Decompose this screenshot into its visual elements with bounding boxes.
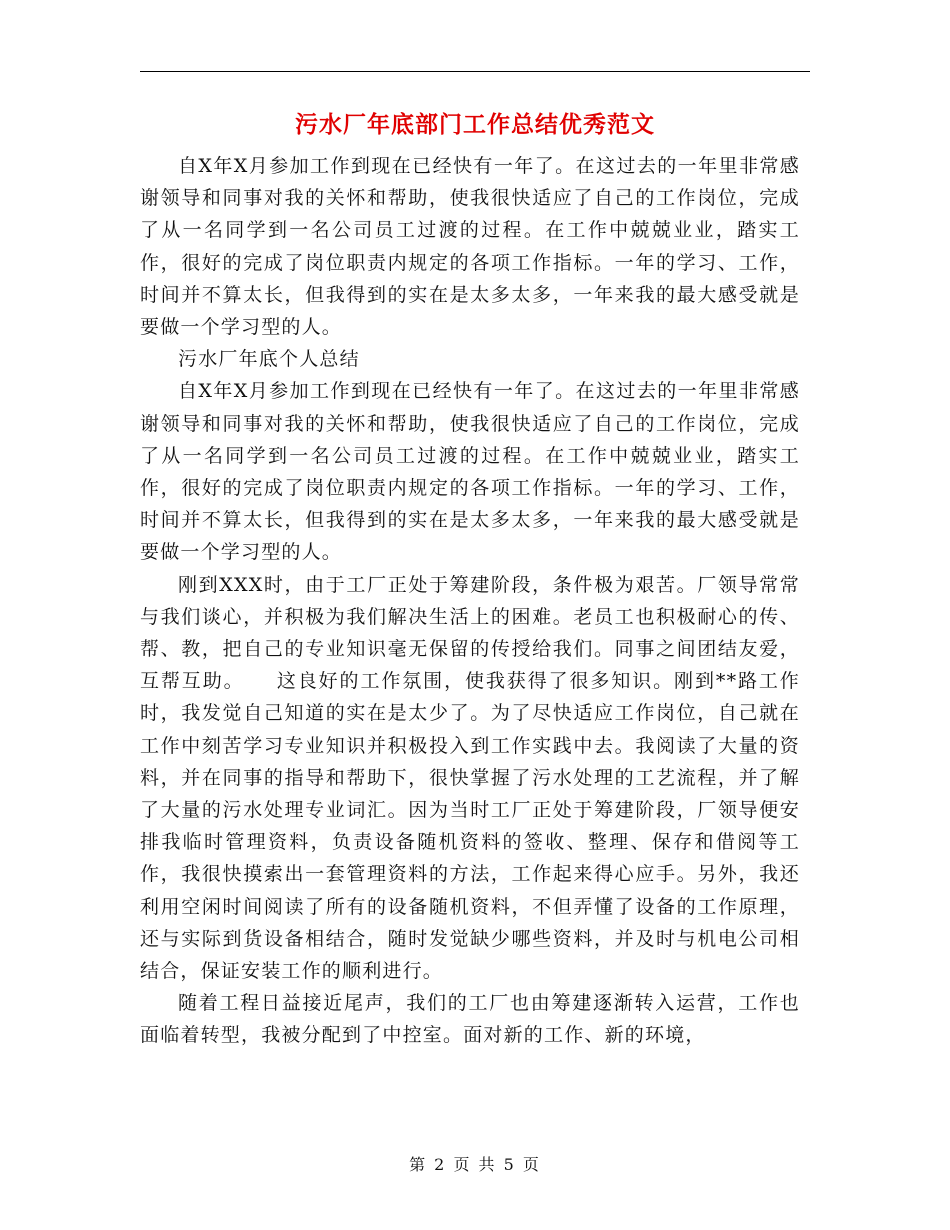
page-number: 第 2 页 共 5 页: [409, 1155, 541, 1174]
header-rule: [140, 71, 810, 72]
paragraph-intro-repeat: 自X年X月参加工作到现在已经快有一年了。在这过去的一年里非常感谢领导和同事对我的关怀和帮助，使我很快适应了自己的工作岗位，完成了从一名同学到一名公司员工过渡的过程。在工作中兢兢业业，踏实工作，很好的完成了岗位职责内规定的各项工作指标。一年的学习、工作，时间并不算太长，但我得到的实在是太多太多，一年来我的最大感受就是要做一个学习型的人。: [140, 380, 800, 564]
document-body: [140, 150, 800, 1052]
paragraph-transition: 随着工程日益接近尾声，我们的工厂也由筹建逐渐转入运营，工作也面临着转型，我被分配到了中控室。面对新的工作、新的环境，: [140, 992, 800, 1047]
paragraph-intro: 自X年X月参加工作到现在已经快有一年了。在这过去的一年里非常感谢领导和同事对我的关怀和帮助，使我很快适应了自己的工作岗位，完成了从一名同学到一名公司员工过渡的过程。在工作中兢兢业业，踏实工作，很好的完成了岗位职责内规定的各项工作指标。一年的学习、工作，时间并不算太长，但我得到的实在是太多太多，一年来我的最大感受就是要做一个学习型的人。: [140, 155, 800, 339]
paragraph-arrival: 刚到XXX时，由于工厂正处于筹建阶段，条件极为艰苦。厂领导常常与我们谈心，并积极为我们解决生活上的困难。老员工也积极耐心的传、帮、教，把自己的专业知识毫无保留的传授给我们。同事之间团结友爱，互帮互助。 这良好的工作氛围，使我获得了很多知识。刚到**路工作时，我发觉自己知道的实在是太少了。为了尽快适应工作岗位，自己就在工作中刻苦学习专业知识并积极投入到工作实践中去。我阅读了大量的资料，并在同事的指导和帮助下，很快掌握了污水处理的工艺流程，并了解了大量的污水处理专业词汇。因为当时工厂正处于筹建阶段，厂领导便安排我临时管理资料，负责设备随机资料的签收、整理、保存和借阅等工作，我很快摸索出一套管理资料的方法，工作起来得心应手。另外，我还利用空闲时间阅读了所有的设备随机资料，不但弄懂了设备的工作原理，还与实际到货设备相结合，随时发觉缺少哪些资料，并及时与机电公司相结合，保证安装工作的顺利进行。: [140, 573, 800, 983]
paragraph-subheading: 污水厂年底个人总结: [178, 348, 360, 371]
document-title: 污水厂年底部门工作总结优秀范文: [295, 111, 655, 138]
